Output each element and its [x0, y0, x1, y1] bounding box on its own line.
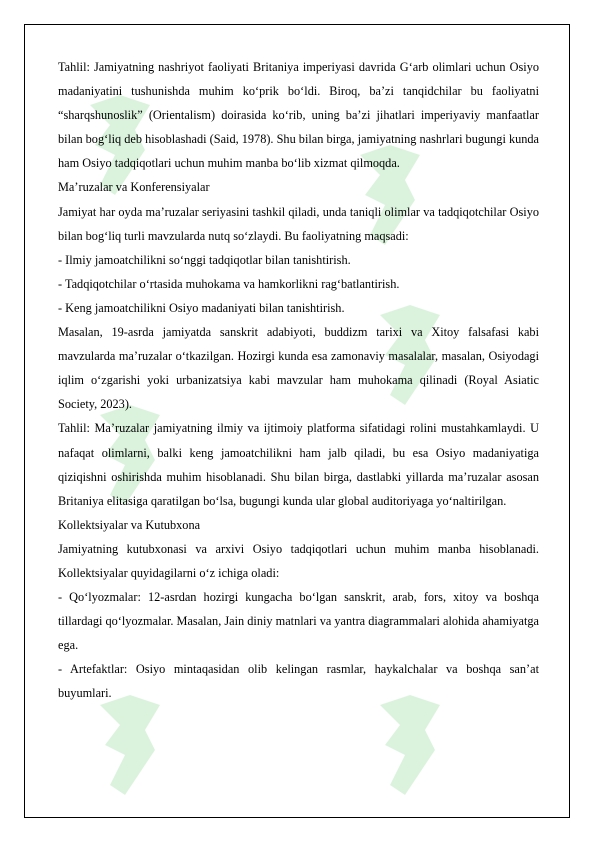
list-item: - Qo‘lyozmalar: 12-asrdan hozirgi kungacha bo‘lgan sanskrit, arab, fors, xitoy va boshqa tillardagi qo‘lyozmalar. Masalan, Jain diniy matnlari va yantra diagrammalari alohida ahamiyatga ega.	[58, 590, 539, 653]
list-item: - Ilmiy jamoatchilikni so‘nggi tadqiqotlar bilan tanishtirish.	[58, 252, 351, 267]
body-paragraph: Jamiyatning kutubxonasi va arxivi Osiyo tadqiqotlari uchun muhim manba hisoblanadi. Kollektsiyalar quyidagilarni o‘z ichiga oladi:	[58, 541, 539, 580]
section-heading-lectures: Ma’ruzalar va Konferensiyalar	[58, 180, 210, 195]
analysis-paragraph: Tahlil: Jamiyatning nashriyot faoliyati Britaniya imperiyasi davrida G‘arb olimlari uchun Osiyo madaniyatini tushunishda muhim ko‘prik bo‘ldi. Biroq, ba’zi tanqidchilar bu faoliyatni “sharqshunoslik” (Orientalism) doirasida ko‘rib, uning ba’zi jihatlari imperiyaviy manfaatlar bilan bog‘liq deb hisoblashadi (Said, 1978). Shu bilan birga, jamiyatning nashrlari bugungi kunda ham Osiyo tadqiqotlari uchun muhim manba bo‘lib xizmat qilmoqda.	[58, 60, 539, 171]
list-item: - Keng jamoatchilikni Osiyo madaniyati bilan tanishtirish.	[58, 300, 345, 315]
body-paragraph: Masalan, 19-asrda jamiyatda sanskrit adabiyoti, buddizm tarixi va Xitoy falsafasi kabi mavzularda ma’ruzalar o‘tkazilgan. Hozirgi kunda esa zamonaviy masalalar, masalan, Osiyodagi iqlim o‘zgarishi yoki urbanizatsiya kabi mavzular ham muhokama qilinadi (Royal Asiatic Society, 2023).	[58, 325, 539, 412]
body-paragraph: Jamiyat har oyda ma’ruzalar seriyasini tashkil qiladi, unda taniqli olimlar va tadqiqotchilar Osiyo bilan bog‘liq turli mavzularda nutq so‘zlaydi. Bu faoliyatning maqsadi:	[58, 204, 539, 243]
section-heading-collections: Kollektsiyalar va Kutubxona	[58, 517, 201, 532]
list-item: - Artefaktlar: Osiyo mintaqasidan olib kelingan rasmlar, haykalchalar va boshqa san’at buyumlari.	[58, 662, 539, 701]
list-item: - Tadqiqotchilar o‘rtasida muhokama va hamkorlikni rag‘batlantirish.	[58, 276, 400, 291]
document-body	[58, 55, 539, 706]
analysis-paragraph: Tahlil: Ma’ruzalar jamiyatning ilmiy va ijtimoiy platforma sifatidagi rolini mustahkamlaydi. U nafaqat olimlarni, balki keng jamoatchilikni ham jalb qiladi, bu esa Osiyo madaniyatiga qiziqishni oshirishda muhim hisoblanadi. Shu bilan birga, dastlabki yillarda ma’ruzalar asosan Britaniya elitasiga qaratilgan bo‘lsa, bugungi kunda ular global auditoriyaga yo‘naltirilgan.	[58, 421, 539, 508]
